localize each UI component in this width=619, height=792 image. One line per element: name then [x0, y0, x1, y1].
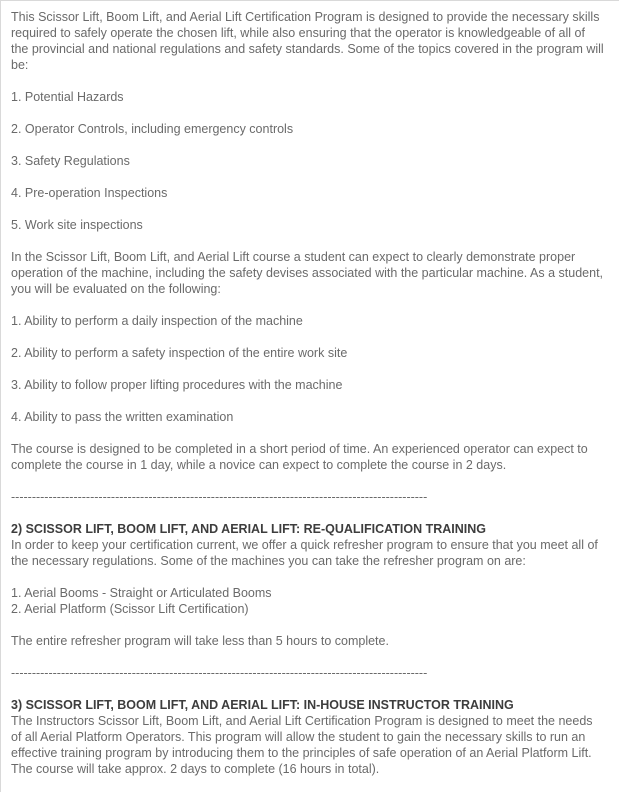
topic-list-item: 5. Work site inspections: [11, 218, 143, 232]
section-3-body: The Instructors Scissor Lift, Boom Lift, and Aerial Lift Certification Program is designed to meet the needs of all Aerial Platform Operators. This program will allow the student to gain the necessary skills to run an effective training program by introducing them to the principles of safe operation of an Aerial Platform Lift. The course will take approx. 2 days to complete (16 hours in total).: [11, 714, 593, 776]
topic-list-item: 1. Potential Hazards: [11, 90, 124, 104]
topic-list-item: 3. Safety Regulations: [11, 154, 130, 168]
evaluation-list-item: 4. Ability to pass the written examination: [11, 410, 234, 424]
course-duration-paragraph: The course is designed to be completed in a short period of time. An experienced operator can expect to complete the course in 1 day, while a novice can expect to complete the course in 2 days.: [11, 442, 588, 472]
refresher-duration-note: The entire refresher program will take less than 5 hours to complete.: [11, 634, 389, 648]
evaluation-list-item: 2. Ability to perform a safety inspection of the entire work site: [11, 346, 348, 360]
refresher-machine-list: [11, 585, 605, 617]
evaluation-list-item: 1. Ability to perform a daily inspection of the machine: [11, 314, 303, 328]
machine-list-item: 2. Aerial Platform (Scissor Lift Certification): [11, 602, 249, 616]
machine-list-item: 1. Aerial Booms - Straight or Articulated Booms: [11, 586, 272, 600]
evaluation-list-item: 3. Ability to follow proper lifting procedures with the machine: [11, 378, 343, 392]
section-3-heading: 3) SCISSOR LIFT, BOOM LIFT, AND AERIAL LIFT: IN-HOUSE INSTRUCTOR TRAINING: [11, 698, 514, 712]
topic-list-item: 2. Operator Controls, including emergency controls: [11, 122, 294, 136]
program-intro-paragraph: This Scissor Lift, Boom Lift, and Aerial Lift Certification Program is designed to provide the necessary skills required to safely operate the chosen lift, while also ensuring that the operator is knowledgeable of all of the provincial and national regulations and safety standards. Some of the topics covered in the program will be:: [11, 10, 604, 72]
dashed-divider: ----------------------------------------------------------------------------------------------------: [11, 490, 428, 504]
section-2-body: In order to keep your certification current, we offer a quick refresher program to ensure that you meet all of the necessary regulations. Some of the machines you can take the refresher program on are:: [11, 538, 598, 568]
section-2-heading: 2) SCISSOR LIFT, BOOM LIFT, AND AERIAL LIFT: RE-QUALIFICATION TRAINING: [11, 522, 486, 536]
dashed-divider: ----------------------------------------------------------------------------------------------------: [11, 666, 428, 680]
expectations-paragraph: In the Scissor Lift, Boom Lift, and Aerial Lift course a student can expect to clearly demonstrate proper operation of the machine, including the safety devises associated with the particular machine. As a student, you will be evaluated on the following:: [11, 250, 604, 296]
topic-list-item: 4. Pre-operation Inspections: [11, 186, 168, 200]
